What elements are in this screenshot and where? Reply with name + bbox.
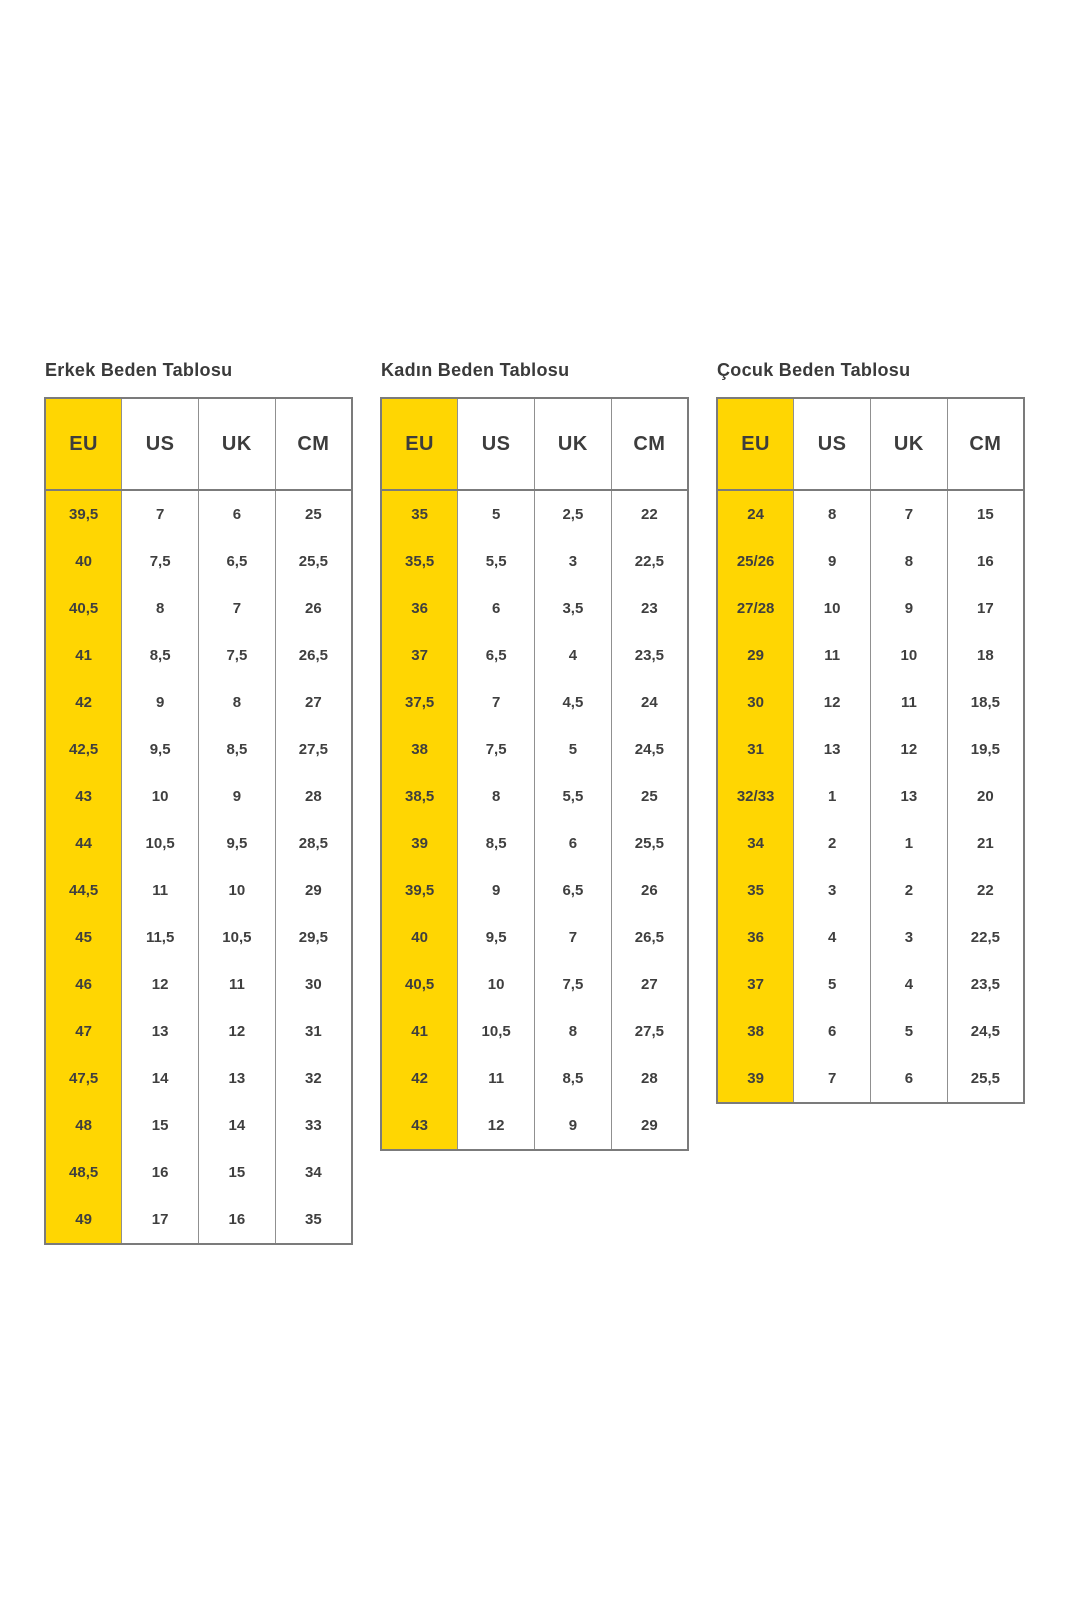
size-cell: 12 xyxy=(871,726,948,773)
column-header-eu: EU xyxy=(45,398,122,490)
size-cell: 13 xyxy=(199,1055,276,1102)
size-cell: 16 xyxy=(199,1196,276,1244)
size-cell: 7 xyxy=(871,490,948,538)
size-cell: 8 xyxy=(458,773,535,820)
size-cell-eu: 40,5 xyxy=(381,961,458,1008)
size-cell: 26,5 xyxy=(611,914,688,961)
size-cell: 11 xyxy=(794,632,871,679)
size-cell-eu: 38,5 xyxy=(381,773,458,820)
size-cell: 9 xyxy=(535,1102,612,1150)
column-header-uk: UK xyxy=(535,398,612,490)
column-header-cm: CM xyxy=(611,398,688,490)
table-row xyxy=(381,773,688,820)
table-row xyxy=(45,632,352,679)
table-row xyxy=(45,1196,352,1244)
size-cell: 5 xyxy=(535,726,612,773)
size-cell-eu: 35 xyxy=(381,490,458,538)
size-cell-eu: 44,5 xyxy=(45,867,122,914)
size-cell: 17 xyxy=(122,1196,199,1244)
size-cell: 6,5 xyxy=(458,632,535,679)
table-title-children: Çocuk Beden Tablosu xyxy=(717,360,911,380)
column-header-uk: UK xyxy=(871,398,948,490)
size-cell: 28,5 xyxy=(275,820,352,867)
size-table-block-women xyxy=(380,360,689,1151)
size-table-block-men xyxy=(44,360,353,1245)
size-cell: 24 xyxy=(611,679,688,726)
size-cell: 25,5 xyxy=(947,1055,1024,1103)
size-cell-eu: 47 xyxy=(45,1008,122,1055)
column-header-eu: EU xyxy=(381,398,458,490)
size-cell: 4,5 xyxy=(535,679,612,726)
size-table-block-children xyxy=(716,360,1025,1104)
size-cell-eu: 25/26 xyxy=(717,538,794,585)
size-cell: 11 xyxy=(458,1055,535,1102)
size-cell: 10,5 xyxy=(199,914,276,961)
size-cell-eu: 36 xyxy=(717,914,794,961)
table-row xyxy=(381,1008,688,1055)
size-cell: 24,5 xyxy=(611,726,688,773)
size-cell-eu: 44 xyxy=(45,820,122,867)
column-header-uk: UK xyxy=(199,398,276,490)
size-cell: 9 xyxy=(122,679,199,726)
size-cell: 11,5 xyxy=(122,914,199,961)
size-cell: 12 xyxy=(122,961,199,1008)
size-cell: 7 xyxy=(794,1055,871,1103)
size-cell: 18 xyxy=(947,632,1024,679)
size-cell: 12 xyxy=(199,1008,276,1055)
size-cell: 8 xyxy=(122,585,199,632)
size-cell: 3 xyxy=(535,538,612,585)
size-cell: 32 xyxy=(275,1055,352,1102)
size-cell-eu: 35 xyxy=(717,867,794,914)
size-cell-eu: 43 xyxy=(45,773,122,820)
size-cell: 29 xyxy=(275,867,352,914)
table-row xyxy=(45,1149,352,1196)
table-row xyxy=(45,1055,352,1102)
size-cell: 8,5 xyxy=(535,1055,612,1102)
table-row xyxy=(381,726,688,773)
size-cell-eu: 45 xyxy=(45,914,122,961)
size-cell: 6 xyxy=(199,490,276,538)
size-cell: 10,5 xyxy=(458,1008,535,1055)
size-cell-eu: 40 xyxy=(381,914,458,961)
size-cell: 10 xyxy=(199,867,276,914)
size-cell-eu: 46 xyxy=(45,961,122,1008)
column-header-us: US xyxy=(122,398,199,490)
size-cell: 27,5 xyxy=(611,1008,688,1055)
size-cell: 29,5 xyxy=(275,914,352,961)
size-cell: 10 xyxy=(871,632,948,679)
size-cell: 9 xyxy=(199,773,276,820)
size-cell: 15 xyxy=(947,490,1024,538)
size-cell: 24,5 xyxy=(947,1008,1024,1055)
size-cell-eu: 49 xyxy=(45,1196,122,1244)
size-cell: 25 xyxy=(275,490,352,538)
table-row xyxy=(381,585,688,632)
table-title-women: Kadın Beden Tablosu xyxy=(381,360,570,380)
table-row xyxy=(717,961,1024,1008)
size-cell-eu: 48,5 xyxy=(45,1149,122,1196)
size-cell: 27,5 xyxy=(275,726,352,773)
table-row xyxy=(381,820,688,867)
size-cell-eu: 43 xyxy=(381,1102,458,1150)
size-cell: 11 xyxy=(199,961,276,1008)
size-cell: 23,5 xyxy=(947,961,1024,1008)
table-row xyxy=(717,914,1024,961)
table-row xyxy=(381,1102,688,1150)
table-row xyxy=(45,538,352,585)
table-row xyxy=(717,632,1024,679)
size-cell: 33 xyxy=(275,1102,352,1149)
table-row xyxy=(45,961,352,1008)
size-cell: 13 xyxy=(794,726,871,773)
table-row xyxy=(45,726,352,773)
size-cell: 22,5 xyxy=(947,914,1024,961)
table-row xyxy=(381,538,688,585)
size-cell: 8 xyxy=(535,1008,612,1055)
column-header-eu: EU xyxy=(717,398,794,490)
table-row xyxy=(45,914,352,961)
size-cell: 27 xyxy=(611,961,688,1008)
table-row xyxy=(45,585,352,632)
size-cell: 10 xyxy=(122,773,199,820)
size-cell: 5,5 xyxy=(458,538,535,585)
size-cell: 6 xyxy=(458,585,535,632)
size-cell: 27 xyxy=(275,679,352,726)
size-cell: 22 xyxy=(947,867,1024,914)
table-row xyxy=(717,1008,1024,1055)
size-cell-eu: 35,5 xyxy=(381,538,458,585)
size-cell-eu: 42 xyxy=(45,679,122,726)
size-cell: 15 xyxy=(199,1149,276,1196)
size-cell: 7,5 xyxy=(122,538,199,585)
size-cell-eu: 48 xyxy=(45,1102,122,1149)
table-row xyxy=(45,867,352,914)
size-cell-eu: 37,5 xyxy=(381,679,458,726)
size-cell-eu: 36 xyxy=(381,585,458,632)
table-row xyxy=(381,679,688,726)
table-row xyxy=(381,961,688,1008)
size-cell: 4 xyxy=(535,632,612,679)
size-cell: 2 xyxy=(871,867,948,914)
table-row xyxy=(45,490,352,538)
size-cell: 8 xyxy=(199,679,276,726)
size-cell: 16 xyxy=(947,538,1024,585)
size-table-children xyxy=(716,397,1025,1104)
header-row xyxy=(381,398,688,490)
size-cell: 16 xyxy=(122,1149,199,1196)
size-cell: 1 xyxy=(871,820,948,867)
size-cell: 25,5 xyxy=(611,820,688,867)
table-row xyxy=(45,1102,352,1149)
size-cell-eu: 39 xyxy=(381,820,458,867)
table-row xyxy=(717,585,1024,632)
size-cell-eu: 42,5 xyxy=(45,726,122,773)
header-row xyxy=(45,398,352,490)
table-row xyxy=(717,538,1024,585)
table-row xyxy=(45,773,352,820)
header-row xyxy=(717,398,1024,490)
size-cell: 5 xyxy=(871,1008,948,1055)
size-cell-eu: 41 xyxy=(45,632,122,679)
table-row xyxy=(45,1008,352,1055)
size-cell: 8 xyxy=(871,538,948,585)
size-table-women xyxy=(380,397,689,1151)
size-cell: 26 xyxy=(611,867,688,914)
size-tables-row xyxy=(44,360,1025,1245)
size-cell: 5 xyxy=(458,490,535,538)
table-row xyxy=(717,490,1024,538)
size-cell: 5,5 xyxy=(535,773,612,820)
size-cell: 34 xyxy=(275,1149,352,1196)
size-cell: 14 xyxy=(199,1102,276,1149)
table-row xyxy=(381,914,688,961)
table-row xyxy=(381,490,688,538)
size-cell: 6 xyxy=(535,820,612,867)
size-cell-eu: 37 xyxy=(381,632,458,679)
column-header-us: US xyxy=(794,398,871,490)
size-cell: 22 xyxy=(611,490,688,538)
column-header-cm: CM xyxy=(275,398,352,490)
size-cell: 11 xyxy=(122,867,199,914)
size-cell: 9,5 xyxy=(458,914,535,961)
size-cell-eu: 38 xyxy=(717,1008,794,1055)
size-cell: 1 xyxy=(794,773,871,820)
size-cell-eu: 42 xyxy=(381,1055,458,1102)
size-cell: 7 xyxy=(458,679,535,726)
size-cell: 6,5 xyxy=(535,867,612,914)
table-row xyxy=(717,726,1024,773)
column-header-cm: CM xyxy=(947,398,1024,490)
size-cell-eu: 47,5 xyxy=(45,1055,122,1102)
column-header-us: US xyxy=(458,398,535,490)
size-cell: 26 xyxy=(275,585,352,632)
size-cell-eu: 31 xyxy=(717,726,794,773)
size-cell: 2 xyxy=(794,820,871,867)
table-title-men: Erkek Beden Tablosu xyxy=(45,360,233,380)
size-cell: 3 xyxy=(871,914,948,961)
table-row xyxy=(717,820,1024,867)
size-cell: 23 xyxy=(611,585,688,632)
size-cell: 29 xyxy=(611,1102,688,1150)
size-cell: 25 xyxy=(611,773,688,820)
size-cell: 14 xyxy=(122,1055,199,1102)
table-row xyxy=(717,1055,1024,1103)
size-cell: 17 xyxy=(947,585,1024,632)
size-cell: 23,5 xyxy=(611,632,688,679)
size-cell: 4 xyxy=(871,961,948,1008)
table-row xyxy=(45,820,352,867)
size-cell: 10,5 xyxy=(122,820,199,867)
size-cell: 22,5 xyxy=(611,538,688,585)
size-cell-eu: 37 xyxy=(717,961,794,1008)
table-row xyxy=(717,679,1024,726)
size-cell: 20 xyxy=(947,773,1024,820)
size-cell: 9 xyxy=(794,538,871,585)
size-cell-eu: 38 xyxy=(381,726,458,773)
size-cell: 21 xyxy=(947,820,1024,867)
size-cell: 4 xyxy=(794,914,871,961)
size-cell: 8,5 xyxy=(458,820,535,867)
size-cell-eu: 27/28 xyxy=(717,585,794,632)
size-cell: 6 xyxy=(871,1055,948,1103)
size-cell: 7,5 xyxy=(199,632,276,679)
size-cell-eu: 32/33 xyxy=(717,773,794,820)
size-cell: 10 xyxy=(794,585,871,632)
size-cell: 25,5 xyxy=(275,538,352,585)
size-cell: 8,5 xyxy=(199,726,276,773)
table-row xyxy=(717,773,1024,820)
size-cell: 12 xyxy=(794,679,871,726)
size-cell: 19,5 xyxy=(947,726,1024,773)
table-row xyxy=(381,632,688,679)
size-cell: 13 xyxy=(122,1008,199,1055)
size-cell: 7,5 xyxy=(458,726,535,773)
size-cell: 6,5 xyxy=(199,538,276,585)
size-cell-eu: 24 xyxy=(717,490,794,538)
size-cell: 13 xyxy=(871,773,948,820)
size-cell: 15 xyxy=(122,1102,199,1149)
size-cell: 7 xyxy=(535,914,612,961)
size-cell-eu: 39 xyxy=(717,1055,794,1103)
size-cell: 26,5 xyxy=(275,632,352,679)
size-cell: 10 xyxy=(458,961,535,1008)
size-cell: 2,5 xyxy=(535,490,612,538)
size-cell: 31 xyxy=(275,1008,352,1055)
size-cell-eu: 41 xyxy=(381,1008,458,1055)
size-cell: 6 xyxy=(794,1008,871,1055)
size-cell: 3,5 xyxy=(535,585,612,632)
size-cell: 7,5 xyxy=(535,961,612,1008)
table-row xyxy=(717,867,1024,914)
size-cell: 28 xyxy=(611,1055,688,1102)
size-cell-eu: 40,5 xyxy=(45,585,122,632)
size-cell: 11 xyxy=(871,679,948,726)
size-cell: 9,5 xyxy=(199,820,276,867)
size-cell: 18,5 xyxy=(947,679,1024,726)
table-row xyxy=(45,679,352,726)
size-cell: 5 xyxy=(794,961,871,1008)
size-cell-eu: 39,5 xyxy=(381,867,458,914)
size-cell: 9,5 xyxy=(122,726,199,773)
size-cell: 12 xyxy=(458,1102,535,1150)
size-cell: 9 xyxy=(871,585,948,632)
size-cell: 9 xyxy=(458,867,535,914)
size-cell-eu: 40 xyxy=(45,538,122,585)
size-cell: 3 xyxy=(794,867,871,914)
table-row xyxy=(381,867,688,914)
size-cell-eu: 34 xyxy=(717,820,794,867)
size-cell: 7 xyxy=(199,585,276,632)
size-table-men xyxy=(44,397,353,1245)
size-cell: 35 xyxy=(275,1196,352,1244)
size-cell: 8,5 xyxy=(122,632,199,679)
size-cell-eu: 29 xyxy=(717,632,794,679)
size-cell-eu: 30 xyxy=(717,679,794,726)
size-cell: 7 xyxy=(122,490,199,538)
size-cell: 30 xyxy=(275,961,352,1008)
size-cell-eu: 39,5 xyxy=(45,490,122,538)
size-cell: 28 xyxy=(275,773,352,820)
size-cell: 8 xyxy=(794,490,871,538)
table-row xyxy=(381,1055,688,1102)
